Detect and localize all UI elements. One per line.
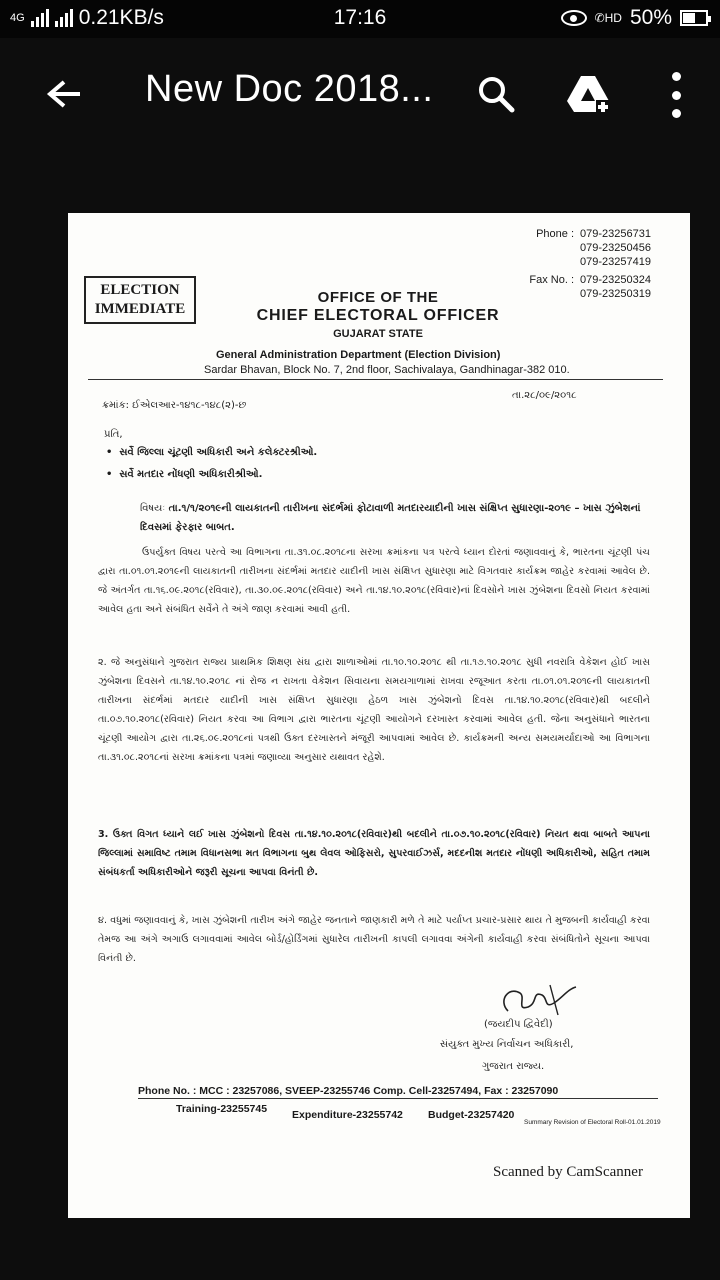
paragraph-3: 3. ઉક્ત વિગત ધ્યાને લઈ ખાસ ઝુંબેશનો દિવસ તા.૧૪.૧૦.૨૦૧૮(રવિવાર)થી બદલીને તા.૦૭.૧૦.૨૦૧૮(રવિવાર) નિયત થવા બાબતે આપના જિલ્લામાં સમાવિષ્ટ તમામ વિધાનસભા મત વિભાગના બુથ લેવલ ઓફિસરો, સુપરવાઈઝર્સ, મદદનીશ મતદાર નોંધણી અધિકારીઓ, સહિત તમામ સંબંધકર્તા અધિકારીઓને જરૂરી સૂચના આપવા વિનંતી છે. [98, 829, 650, 878]
footer-budget: Budget-23257420 [428, 1109, 515, 1121]
phone-label: Phone : [536, 228, 574, 240]
paragraph-1: ઉપર્યુક્ત વિષય પરત્વે આ વિભાગના તા.૩૧.૦૮.૨૦૧૮ના સરખા ક્રમાંકના પત્ર પરત્વે ધ્યાન દોરતાં જણાવવાનું કે, ભારતના ચૂંટણી પંચ દ્વારા તા.૦૧.૦૧.૨૦૧૯ની લાયકાતની તારીખના સંદર્ભમાં મતદાર યાદીની ખાસ સંક્ષિપ્ત સુધારણા માટે વિગતવાર કાર્યક્રમ જાહેર કરવામાં આવેલ છે. જે અંતર્ગત તા.૧૬.૦૯.૨૦૧૮(રવિવાર), તા.૩૦.૦૯.૨૦૧૮(રવિવાર) અને તા.૧૪.૧૦.૨૦૧૮(રવિવાર)નાં દિવસોને ખાસ ઝુંબેશના દિવસો નિયત કરવામાં આવેલ હતા અને સંબંધિત સર્વેને તે અંગે જાણ કરવામાં આવી હતી. [98, 547, 650, 615]
signature [498, 981, 578, 1023]
eye-icon [561, 10, 587, 26]
fax-number: 079-23250319 [580, 288, 651, 300]
stamp-line: ELECTION [100, 282, 180, 298]
paragraph-4: ૪. વધુમાં જણાવવાનું કે, ખાસ ઝુંબેશની તારીખ અંગે જાહેર જનતાને જાણકારી મળે તે માટે પર્યાપ્ત પ્રચાર-પ્રસાર થાય તે મુજબની કાર્યવાહી કરવા તેમજ આ અંગે અગાઉ લગાવવામાં આવેલ બોર્ડ/હોર્ડિંગમાં સુધારેલ તારીખની કાપલી લગાવવા અંગેની કાર્યવાહી કરવા સંબંધિતોને સૂચના આપવા વિનંતી છે. [98, 915, 650, 964]
header-rule [88, 379, 663, 380]
signatory-name: (જયદીપ દ્વિવેદી) [484, 1019, 553, 1030]
office-heading-main: CHIEF ELECTORAL OFFICER [256, 307, 500, 324]
status-right [561, 6, 708, 30]
search-icon[interactable] [476, 74, 516, 114]
footer-small-print: Summary Revision of Electoral Roll-01.01.2019 [524, 1119, 661, 1126]
fax-label: Fax No. : [529, 274, 574, 286]
fax-number: 079-23250324 [580, 274, 651, 286]
battery-icon [680, 10, 708, 26]
department-line: General Administration Department (Election Division) [216, 349, 501, 361]
signatory-state: ગુજરાત રાજ્ય. [482, 1061, 545, 1072]
phone-block [522, 227, 651, 269]
phone-number: 079-23250456 [580, 242, 651, 254]
footer-expenditure: Expenditure-23255742 [292, 1109, 403, 1121]
recipient-text: સર્વે મતદાર નોંધણી અધિકારીશ્રીઓ. [119, 469, 263, 480]
recipient-text: સર્વે જિલ્લા ચૂંટણી અધિકારી અને કલેક્ટરશ્રીઓ. [119, 447, 318, 458]
more-options-icon[interactable] [664, 72, 688, 118]
recipient-item: • સર્વે મતદાર નોંધણી અધિકારીશ્રીઓ. [106, 469, 263, 480]
footer-training: Training-23255745 [176, 1103, 268, 1115]
drive-upload-icon[interactable] [566, 74, 612, 114]
phone-number: 079-23256731 [580, 228, 651, 240]
scanned-by-watermark: Scanned by CamScanner [493, 1164, 643, 1180]
back-arrow-icon[interactable] [44, 74, 84, 114]
clock: 17:16 [333, 6, 387, 29]
signatory-title: સંયુક્ત મુખ્ય નિર્વાચન અધિકારી, [440, 1039, 574, 1050]
document-title: New Doc 2018... [145, 68, 434, 110]
stamp-line: IMMEDIATE [94, 301, 186, 317]
paragraph-2: ૨. જે અનુસંધાને ગુજરાત રાજ્ય પ્રાથમિક શિક્ષણ સંઘ દ્વારા શાળાઓમાં તા.૧૦.૧૦.૨૦૧૮ થી તા.૧૭.૧૦.૨૦૧૮ સુધી નવરાત્રિ વેકેશન હોઈ ખાસ ઝુંબેશના દિવસને તા.૧૪.૧૦.૨૦૧૮ નાં રોજ ન રાખતા વેકેશન સિવાયના સમયગાળામાં રાખવા રજૂઆત કરતા તા.૦૧.૦૧.૨૦૧૯ની લાયકાતની તારીખના સંદર્ભમાં મતદાર યાદીની ખાસ સંક્ષિપ્ત સુધારણા હેઠળ ખાસ ઝુંબેશનો દિવસ તા.૧૪.૧૦.૨૦૧૮(રવિવાર)થી બદલીને તા.૦૭.૧૦.૨૦૧૮(રવિવાર) નિયત કરવા આ વિભાગ દ્વારા ભારતના ચૂંટણી આયોગને દરખાસ્ત કરવામાં આવેલ હતી. જેના અનુસંધાને ભારતના ચૂંટણી આયોગ દ્વારા તા.૨૬.૦૯.૨૦૧૮નાં પત્રથી ઉક્ત દરખાસ્તને મંજૂરી આપવામાં આવેલ છે. કાર્યક્રમની અન્ય સમયમર્યાદાઓ આ વિભાગના તા.૩૧.૦૮.૨૦૧૮નાં સરખા ક્રમાંકના પત્રમાં જણાવ્યા અનુસાર યથાવત રહેશે. [98, 657, 650, 763]
reference-number: ક્રમાંક: ઈએલઆર-૧૪૧૮-૧૪૮(૨)-છ [102, 400, 247, 411]
status-bar [0, 0, 720, 38]
subject-label: વિષયઃ [140, 503, 166, 514]
letter-date: તા.૨૮/૦૯/૨૦૧૮ [512, 390, 577, 401]
phone-hd-icon: ✆HD [594, 11, 622, 25]
app-bar [0, 38, 720, 150]
recipient-item: • સર્વે જિલ્લા ચૂંટણી અધિકારી અને કલેક્ટરશ્રીઓ. [106, 447, 318, 458]
addressee-label: પ્રતિ, [104, 429, 123, 440]
network-type: 4G [10, 11, 25, 24]
footer-phone-line: Phone No. : MCC : 23257086, SVEEP-23255746 Comp. Cell-23257494, Fax : 23257090 [138, 1085, 559, 1097]
subject-line [140, 499, 652, 537]
office-heading: OFFICE OF THE [317, 289, 439, 306]
office-state: GUJARAT STATE [333, 328, 423, 340]
hd-label: HD [604, 11, 622, 25]
data-rate: 0.21KB/s [78, 6, 164, 29]
address-line: Sardar Bhavan, Block No. 7, 2nd floor, Sachivalaya, Gandhinagar-382 010. [204, 364, 570, 376]
phone-number: 079-23257419 [580, 256, 651, 268]
footer-rule [138, 1098, 658, 1099]
subject-text: તા.૧/૧/૨૦૧૯ની લાયકાતની તારીખના સંદર્ભમાં ફોટાવાળી મતદારયાદીની ખાસ સંક્ષિપ્ત સુધારણા-૨૦૧૯ – ખાસ ઝુંબેશનાં દિવસમાં ફેરફાર બાબત. [140, 503, 641, 533]
document-page [68, 213, 690, 1218]
battery-percent: 50% [629, 6, 672, 29]
